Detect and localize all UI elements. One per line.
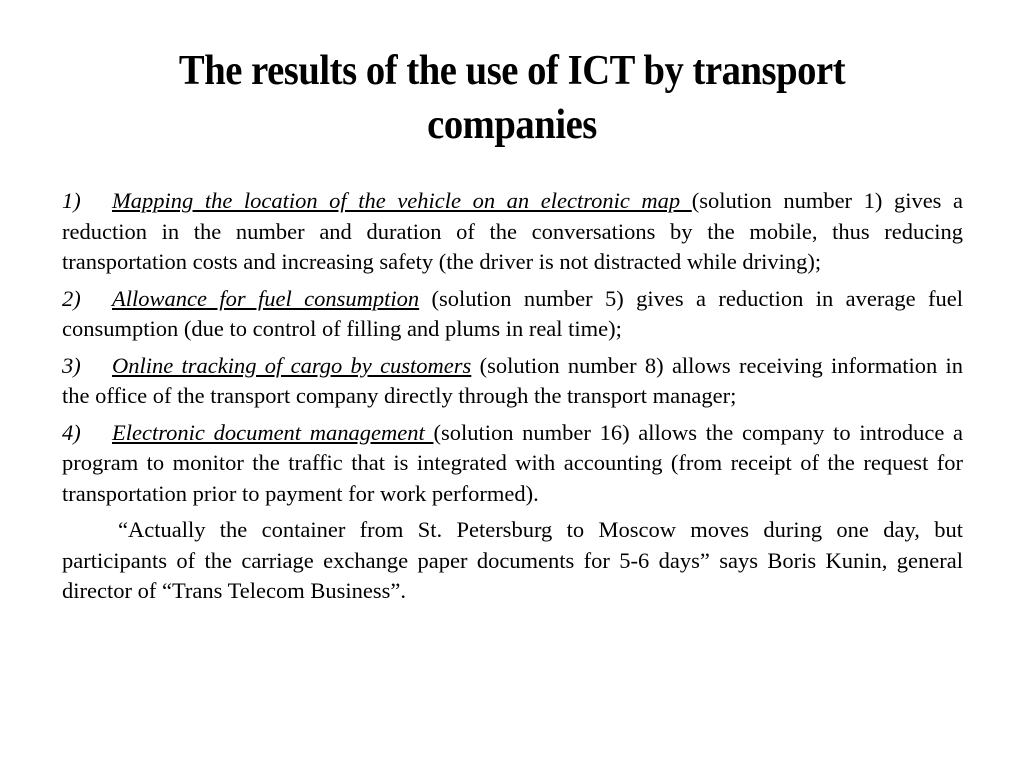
slide-body [62,186,963,607]
list-item-text: (solution number 16) allows the company to introduce a program to monitor the traffic that is integrated with accounting (from receipt of the request for transportation prior to payment for work performed). [62,419,963,506]
list-item-lead: Online tracking of cargo by customers [112,352,472,378]
list-item-1 [62,186,963,278]
quote-paragraph: “Actually the container from St. Petersburg to Moscow moves during one day, but participants of the carriage exchange paper documents for 5-6 days” says Boris Kunin, general director of “Trans Telecom Business”. [62,517,963,603]
list-item-4 [62,418,963,510]
list-item-text: (solution number 1) gives a reduction in the number and duration of the conversations by the mobile, thus reducing transportation costs and increasing safety (the driver is not distracted while driving); [62,188,963,274]
list-item-number: 2) [62,285,81,311]
list-item-text: (solution number 8) allows receiving information in the office of the transport company directly through the transport manager; [62,352,963,408]
list-item-2 [62,284,963,345]
list-item-number: 4) [62,419,81,445]
list-item-number: 3) [62,352,81,378]
list-item-text: (solution number 5) gives a reduction in average fuel consumption (due to control of filling and plums in real time); [62,285,963,341]
list-item-lead: Electronic document management [112,419,434,445]
list-item-lead: Mapping the location of the vehicle on an electronic map [112,188,692,213]
list-item-3 [62,351,963,412]
slide-title: The results of the use of ICT by transport companies [178,48,846,148]
list-item-lead: Allowance for fuel consumption [112,285,420,311]
list-item-number: 1) [62,188,81,213]
